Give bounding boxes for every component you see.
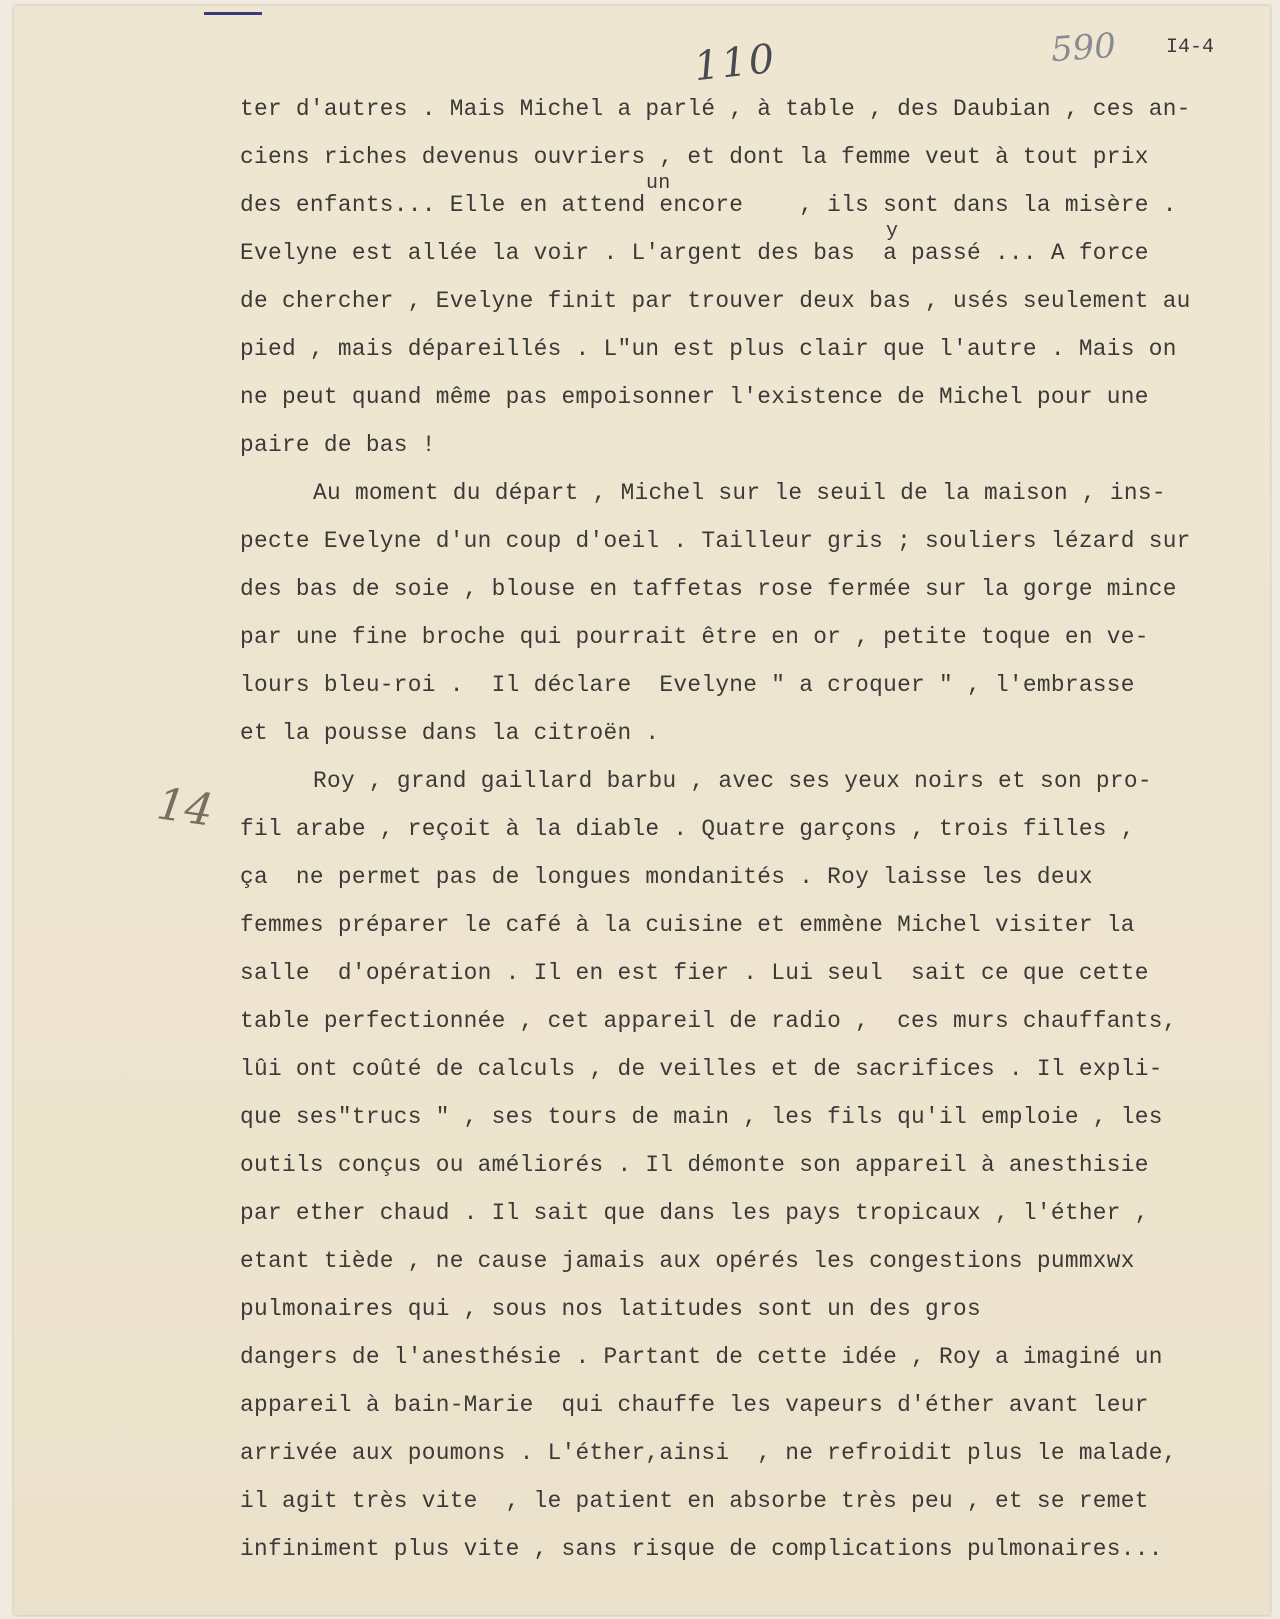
text-line: ter d'autres . Mais Michel a parlé , à table , des Daubian , ces an- <box>240 96 1191 122</box>
text-line: Roy , grand gaillard barbu , avec ses yeux noirs et son pro- <box>313 768 1152 794</box>
typed-page-reference: I4-4 <box>1166 36 1215 59</box>
text-line: fil arabe , reçoit à la diable . Quatre garçons , trois filles , <box>240 816 1135 842</box>
text-line: Evelyne est allée la voir . L'argent des bas a passé ... A force <box>240 240 1149 266</box>
text-line: paire de bas ! <box>240 432 436 458</box>
text-line: il agit très vite , le patient en absorbe très peu , et se remet <box>240 1488 1149 1514</box>
text-line: ciens riches devenus ouvriers , et dont la femme veut à tout prix <box>240 144 1149 170</box>
handwritten-margin-note: 14 <box>153 778 217 837</box>
text-line: lours bleu-roi . Il déclare Evelyne " a croquer " , l'embrasse <box>240 672 1135 698</box>
text-line: ça ne permet pas de longues mondanités . Roy laisse les deux <box>240 864 1093 890</box>
text-line: par une fine broche qui pourrait être en or , petite toque en ve- <box>240 624 1149 650</box>
text-line: table perfectionnée , cet appareil de radio , ces murs chauffants, <box>240 1008 1177 1034</box>
text-line: ne peut quand même pas empoisonner l'existence de Michel pour une <box>240 384 1149 410</box>
text-line: par ether chaud . Il sait que dans les pays tropicaux , l'éther , <box>240 1200 1149 1226</box>
text-line: dangers de l'anesthésie . Partant de cette idée , Roy a imaginé un <box>240 1344 1163 1370</box>
text-line: et la pousse dans la citroën . <box>240 720 660 746</box>
text-line: des bas de soie , blouse en taffetas rose fermée sur la gorge mince <box>240 576 1177 602</box>
text-line: pecte Evelyne d'un coup d'oeil . Tailleur gris ; souliers lézard sur <box>240 528 1191 554</box>
text-line: appareil à bain-Marie qui chauffe les vapeurs d'éther avant leur <box>240 1392 1149 1418</box>
interlinear-insertion: y <box>886 220 899 243</box>
handwritten-folio-number: 110 <box>691 35 779 91</box>
text-line: lûi ont coûté de calculs , de veilles et de sacrifices . Il expli- <box>240 1056 1163 1082</box>
text-line: des enfants... Elle en attend encore , ils sont dans la misère . <box>240 192 1177 218</box>
interlinear-insertion: un <box>646 172 671 195</box>
text-line: de chercher , Evelyne finit par trouver deux bas , usés seulement au <box>240 288 1191 314</box>
text-line: pied , mais dépareillés . L"un est plus clair que l'autre . Mais on <box>240 336 1177 362</box>
text-line: etant tiède , ne cause jamais aux opérés les congestions pummxwx <box>240 1248 1135 1274</box>
text-line: que ses"trucs " , ses tours de main , les fils qu'il emploie , les <box>240 1104 1163 1130</box>
text-line: salle d'opération . Il en est fier . Lui seul sait ce que cette <box>240 960 1149 986</box>
handwritten-page-number: 590 <box>1049 25 1118 71</box>
text-line: outils conçus ou améliorés . Il démonte son appareil à anesthisie <box>240 1152 1149 1178</box>
text-line: infiniment plus vite , sans risque de complications pulmonaires... <box>240 1536 1163 1562</box>
text-line: femmes préparer le café à la cuisine et emmène Michel visiter la <box>240 912 1135 938</box>
text-line: pulmonaires qui , sous nos latitudes sont un des gros <box>240 1296 981 1322</box>
text-line: arrivée aux poumons . L'éther,ainsi , ne refroidit plus le malade, <box>240 1440 1177 1466</box>
text-line: Au moment du départ , Michel sur le seuil de la maison , ins- <box>313 480 1166 506</box>
typewritten-page <box>14 6 1270 1615</box>
ink-mark <box>204 12 262 15</box>
